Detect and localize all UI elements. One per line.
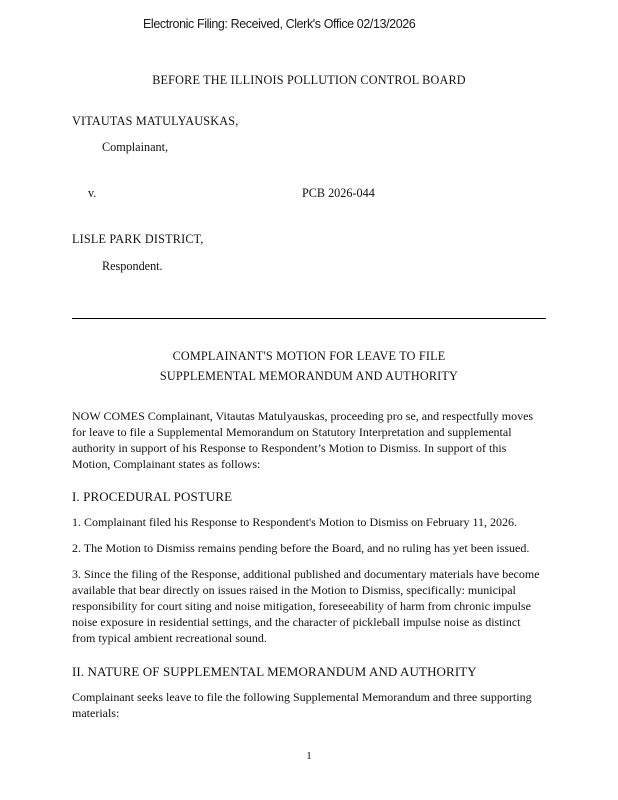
motion-title-line-1: COMPLAINANT'S MOTION FOR LEAVE TO FILE — [172, 349, 446, 363]
case-number: PCB 2026-044 — [302, 186, 375, 200]
complainant-name: VITAUTAS MATULYAUSKAS, — [72, 114, 239, 128]
caption-divider — [72, 318, 546, 319]
paragraph-3: 3. Since the filing of the Response, additional published and documentary materials have become available that bear directly on issues raised in the Motion to Dismiss, specifically: municipal responsibility for court siting and noise mitigation, foreseeability of harm from chronic impulse noise exposure in residential settings, and the character of pickleball impulse noise as distinct from typical ambient recreational sound. — [72, 567, 540, 645]
versus-label: v. — [88, 186, 97, 200]
respondent-role: Respondent. — [102, 259, 163, 273]
board-title: BEFORE THE ILLINOIS POLLUTION CONTROL BOARD — [152, 73, 466, 87]
intro-paragraph: NOW COMES Complainant, Vitautas Matulyauskas, proceeding pro se, and respectfully moves for leave to file a Supplemental Memorandum on Statutory Interpretation and supplemental authority in support of his Response to Respondent’s Motion to Dismiss. In support of this Motion, Complainant states as follows: — [72, 409, 534, 471]
paragraph-2: 2. The Motion to Dismiss remains pending before the Board, and no ruling has yet been issued. — [72, 541, 530, 555]
complainant-role: Complainant, — [102, 140, 169, 154]
page-number: 1 — [306, 750, 312, 762]
motion-title-line-2: SUPPLEMENTAL MEMORANDUM AND AUTHORITY — [159, 369, 459, 383]
section-heading-procedural-posture: I. PROCEDURAL POSTURE — [72, 489, 233, 504]
section-heading-nature: II. NATURE OF SUPPLEMENTAL MEMORANDUM AND AUTHORITY — [72, 664, 477, 679]
filing-stamp: Electronic Filing: Received, Clerk's Office 02/13/2026 — [143, 17, 416, 31]
paragraph-materials: Complainant seeks leave to file the following Supplemental Memorandum and three supporting materials: — [72, 690, 532, 720]
paragraph-1: 1. Complainant filed his Response to Respondent's Motion to Dismiss on February 11, 2026. — [72, 515, 518, 529]
respondent-name: LISLE PARK DISTRICT, — [72, 232, 204, 246]
